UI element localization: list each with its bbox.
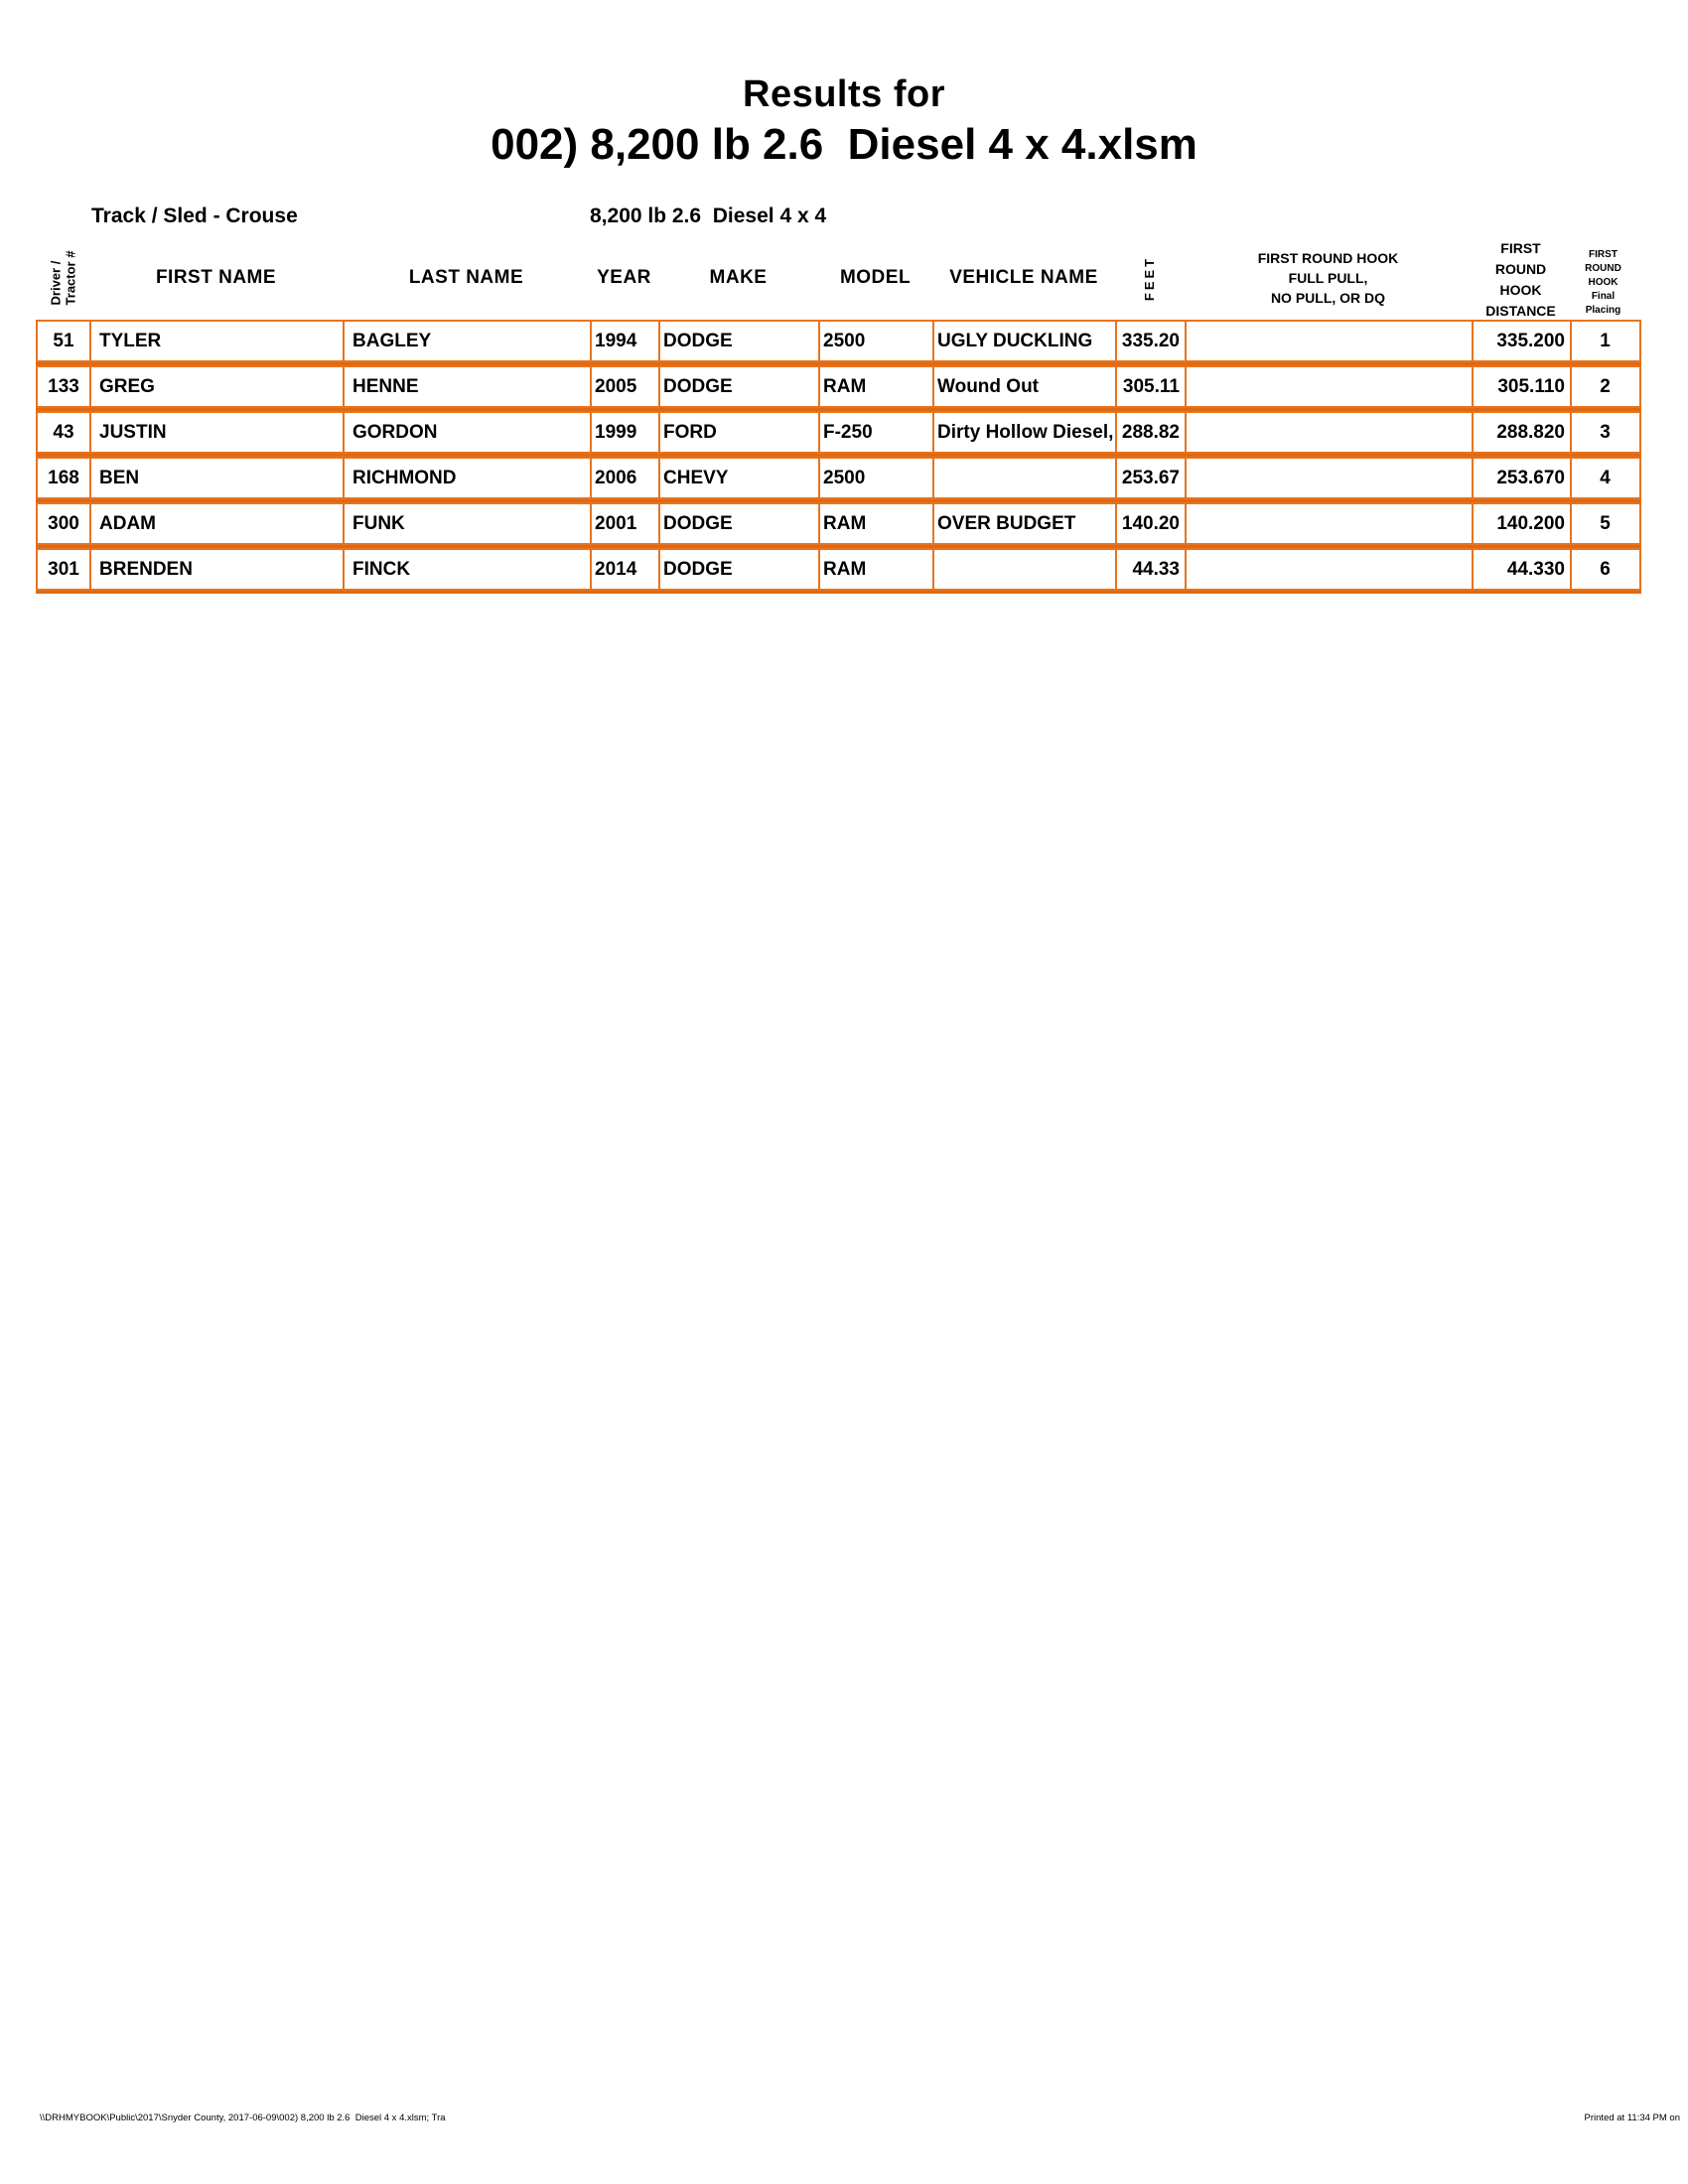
cell-hook-distance: 253.670 [1474, 459, 1572, 497]
table-row [36, 548, 1641, 591]
cell-feet: 44.33 [1117, 550, 1187, 589]
cell-year: 1994 [592, 322, 660, 360]
cell-first-name: BRENDEN [91, 550, 345, 589]
header-driver-tractor-rotated: Driver / Tractor # [48, 250, 78, 306]
header-feet [1115, 236, 1185, 320]
cell-hook-distance: 305.110 [1474, 367, 1572, 406]
cell-hook-result [1187, 413, 1474, 452]
cell-model: RAM [820, 367, 934, 406]
cell-feet: 305.11 [1117, 367, 1187, 406]
cell-feet: 335.20 [1117, 322, 1187, 360]
cell-hook-result [1187, 504, 1474, 543]
cell-vehicle-name: Dirty Hollow Diesel, [934, 413, 1117, 452]
table-row [36, 457, 1641, 499]
cell-feet: 253.67 [1117, 459, 1187, 497]
cell-model: RAM [820, 550, 934, 589]
cell-last-name: HENNE [345, 367, 592, 406]
table-row [36, 320, 1641, 362]
table-row [36, 365, 1641, 408]
cell-model: F-250 [820, 413, 934, 452]
header-first-round-hook-distance: FIRST ROUND HOOK DISTANCE [1485, 240, 1556, 319]
cell-last-name: BAGLEY [345, 322, 592, 360]
cell-placing: 4 [1600, 467, 1611, 488]
page-title: Results for [743, 73, 945, 115]
class-name-label: 8,200 lb 2.6 Diesel 4 x 4 [590, 205, 827, 227]
cell-last-name: GORDON [345, 413, 592, 452]
cell-placing: 5 [1600, 512, 1611, 534]
cell-first-name: TYLER [91, 322, 345, 360]
cell-model: 2500 [820, 322, 934, 360]
table-header-row [36, 236, 1641, 320]
cell-year: 2014 [592, 550, 660, 589]
cell-make: DODGE [660, 322, 820, 360]
header-last-name: LAST NAME [408, 267, 524, 288]
cell-hook-result [1187, 367, 1474, 406]
footer-printed-at: Printed at 11:34 PM on [1584, 2113, 1680, 2123]
cell-make: DODGE [660, 550, 820, 589]
cell-hook-distance: 335.200 [1474, 322, 1572, 360]
title-block [0, 73, 1688, 170]
cell-vehicle-name: OVER BUDGET [934, 504, 1117, 543]
cell-hook-result [1187, 550, 1474, 589]
header-make: MAKE [709, 267, 768, 288]
cell-driver-number: 51 [38, 322, 91, 360]
cell-model: RAM [820, 504, 934, 543]
cell-vehicle-name: Wound Out [934, 367, 1117, 406]
meta-row [0, 205, 1688, 232]
cell-hook-result [1187, 322, 1474, 360]
table-row [36, 411, 1641, 454]
header-feet-rotated: FEET [1142, 255, 1158, 301]
table-row [36, 502, 1641, 545]
page-subtitle-filename: 002) 8,200 lb 2.6 Diesel 4 x 4.xlsm [491, 120, 1197, 169]
cell-driver-number: 300 [38, 504, 91, 543]
row-divider [36, 591, 1641, 594]
cell-hook-distance: 288.820 [1474, 413, 1572, 452]
cell-first-name: GREG [91, 367, 345, 406]
cell-placing: 6 [1600, 558, 1611, 580]
track-sled-label: Track / Sled - Crouse [91, 205, 298, 227]
cell-driver-number: 133 [38, 367, 91, 406]
cell-feet: 140.20 [1117, 504, 1187, 543]
cell-hook-distance: 140.200 [1474, 504, 1572, 543]
cell-driver-number: 301 [38, 550, 91, 589]
cell-first-name: ADAM [91, 504, 345, 543]
cell-year: 2001 [592, 504, 660, 543]
cell-vehicle-name [934, 550, 1117, 589]
footer-file-path: \\DRHMYBOOK\Public\2017\Snyder County, 2017-06-09\002) 8,200 lb 2.6 Diesel 4 x 4.xlsm; Tra [40, 2113, 446, 2123]
cell-make: FORD [660, 413, 820, 452]
cell-year: 2005 [592, 367, 660, 406]
header-first-round-hook-result: FIRST ROUND HOOK FULL PULL, NO PULL, OR DQ [1257, 250, 1399, 306]
cell-make: CHEVY [660, 459, 820, 497]
cell-make: DODGE [660, 504, 820, 543]
cell-year: 2006 [592, 459, 660, 497]
cell-feet: 288.82 [1117, 413, 1187, 452]
cell-last-name: RICHMOND [345, 459, 592, 497]
header-first-round-hook-placing: FIRST ROUND HOOK Final Placing [1585, 249, 1621, 316]
cell-vehicle-name [934, 459, 1117, 497]
cell-hook-distance: 44.330 [1474, 550, 1572, 589]
header-model: MODEL [839, 267, 912, 288]
cell-placing: 3 [1600, 421, 1611, 443]
header-vehicle-name: VEHICLE NAME [949, 267, 1098, 288]
cell-model: 2500 [820, 459, 934, 497]
header-year: YEAR [597, 267, 651, 288]
cell-placing: 1 [1600, 330, 1611, 351]
cell-driver-number: 168 [38, 459, 91, 497]
cell-vehicle-name: UGLY DUCKLING [934, 322, 1117, 360]
cell-make: DODGE [660, 367, 820, 406]
cell-driver-number: 43 [38, 413, 91, 452]
results-table [36, 236, 1641, 594]
cell-placing: 2 [1600, 375, 1611, 397]
cell-last-name: FUNK [345, 504, 592, 543]
cell-hook-result [1187, 459, 1474, 497]
cell-last-name: FINCK [345, 550, 592, 589]
cell-year: 1999 [592, 413, 660, 452]
cell-first-name: JUSTIN [91, 413, 345, 452]
header-driver-tractor [36, 236, 89, 320]
header-first-name: FIRST NAME [155, 267, 277, 288]
cell-first-name: BEN [91, 459, 345, 497]
